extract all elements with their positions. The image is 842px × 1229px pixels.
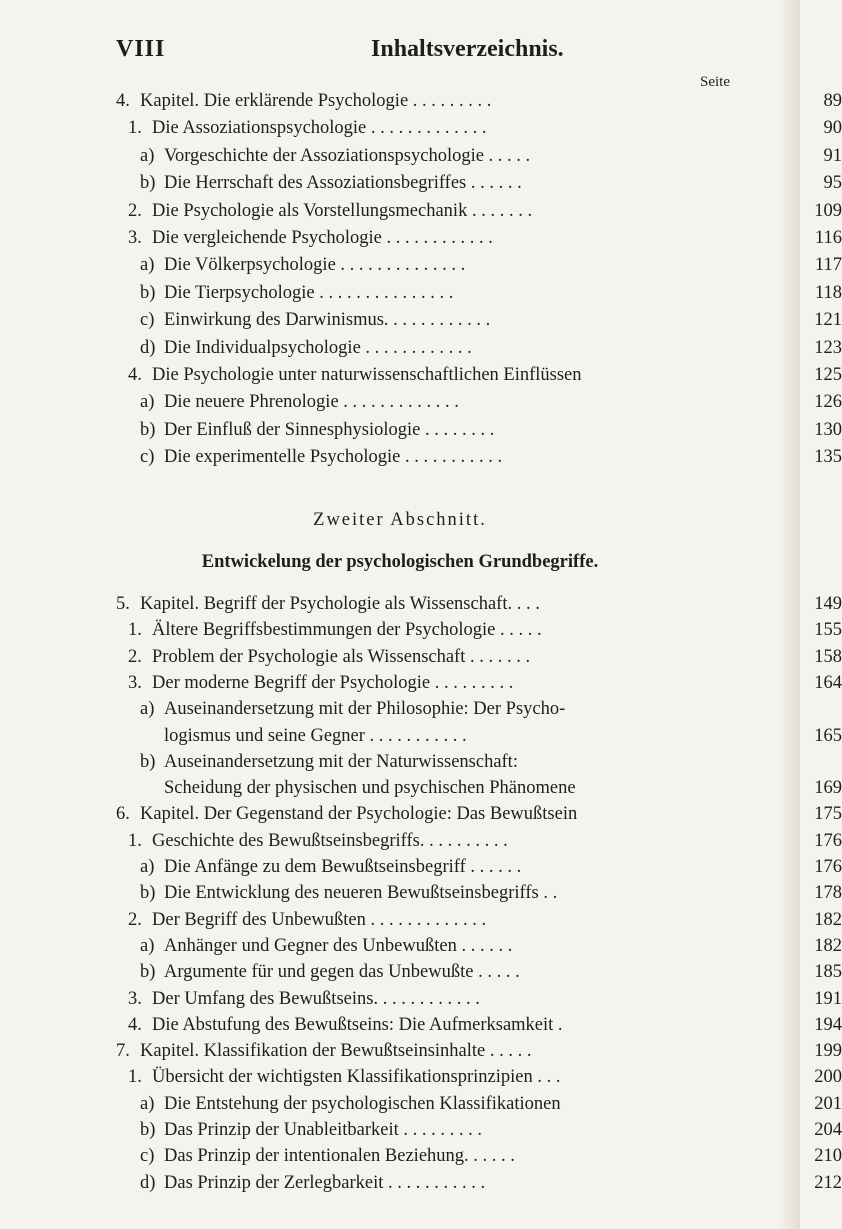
toc-entry <box>116 880 842 906</box>
entry-number: a) <box>140 857 155 877</box>
entry-page: 109 <box>814 200 842 221</box>
entry-page: 182 <box>814 935 842 956</box>
toc-entry <box>116 1038 842 1064</box>
toc-entry <box>116 1064 842 1090</box>
entry-page: 89 <box>823 91 842 111</box>
toc-entry <box>116 696 842 722</box>
entry-number: 2. <box>128 200 142 221</box>
entry-page: 164 <box>814 672 842 693</box>
toc-entry <box>116 1143 842 1169</box>
entry-text: Die Entstehung der psychologischen Klassifikationen <box>164 1093 561 1114</box>
entry-number: 1. <box>128 118 142 139</box>
entry-page: 135 <box>814 447 842 468</box>
entry-text: Die Herrschaft des Assoziationsbegriffes . . . . . . <box>164 173 522 194</box>
entry-page: 200 <box>814 1067 842 1088</box>
entry-text: Kapitel. Begriff der Psychologie als Wissenschaft. . . . <box>140 594 540 614</box>
toc-entry <box>116 389 842 415</box>
entry-text: Einwirkung des Darwinismus. . . . . . . . . . . . <box>164 310 491 331</box>
toc-entry <box>116 670 842 696</box>
page-column-label: Seite <box>700 74 730 90</box>
toc-entry <box>116 775 842 801</box>
entry-text: Die experimentelle Psychologie . . . . . . . . . . . <box>164 447 503 468</box>
entry-text: Die Entwicklung des neueren Bewußtseinsbegriffs . . <box>164 883 558 904</box>
toc-entry <box>116 417 842 443</box>
entry-text: Die Assoziationspsychologie . . . . . . . . . . . . . <box>152 118 487 139</box>
entry-number: 4. <box>128 1014 142 1035</box>
page-number: VIII <box>116 36 166 62</box>
entry-number: b) <box>140 282 156 303</box>
toc-entry <box>116 307 842 333</box>
entry-page: 90 <box>823 118 842 139</box>
entry-number: 2. <box>128 909 142 930</box>
entry-text: Vorgeschichte der Assoziationspsychologie . . . . . <box>164 145 531 166</box>
toc-entry <box>116 1012 842 1038</box>
entry-text: Ältere Begriffsbestimmungen der Psychologie . . . . . <box>152 620 542 641</box>
entry-number: 1. <box>128 830 142 851</box>
entry-page: 176 <box>814 857 842 877</box>
toc-entry <box>116 801 842 827</box>
page-header <box>116 36 676 70</box>
toc-entry <box>116 907 842 933</box>
entry-page: 201 <box>814 1093 842 1114</box>
toc-entry <box>116 143 842 169</box>
entry-page: 175 <box>814 804 842 825</box>
entry-text: Die Psychologie als Vorstellungsmechanik . . . . . . . <box>152 200 533 221</box>
entry-page: 116 <box>814 228 842 248</box>
toc-entry <box>116 88 842 114</box>
entry-number: 5. <box>116 594 130 614</box>
entry-number: a) <box>140 1093 155 1114</box>
entry-number: c) <box>140 310 155 331</box>
entry-page: 185 <box>814 962 842 983</box>
entry-number: a) <box>140 935 155 956</box>
toc-entry <box>116 828 842 854</box>
entry-number: 1. <box>128 1067 142 1088</box>
entry-text: Die Anfänge zu dem Bewußtseinsbegriff . . . . . . <box>164 857 522 877</box>
entry-text: Das Prinzip der Zerlegbarkeit . . . . . . . . . . . <box>164 1172 486 1193</box>
toc-entry <box>116 444 842 470</box>
entry-page: 117 <box>814 255 842 276</box>
entry-number: d) <box>140 337 156 358</box>
entry-page: 191 <box>814 988 842 1009</box>
toc-entry <box>116 335 842 361</box>
entry-page: 176 <box>814 830 842 851</box>
entry-page: 95 <box>823 173 842 194</box>
toc-entry <box>116 986 842 1012</box>
toc-entry <box>116 198 842 224</box>
toc-entry <box>116 170 842 196</box>
toc-entry <box>116 933 842 959</box>
toc-entry <box>116 225 842 251</box>
entry-number: c) <box>140 447 155 468</box>
toc-entry <box>116 723 842 749</box>
entry-text: Die Völkerpsychologie . . . . . . . . . . . . . . <box>164 255 466 276</box>
entry-text: Die Abstufung des Bewußtseins: Die Aufmerksamkeit . <box>152 1014 563 1035</box>
entry-page: 210 <box>814 1146 842 1167</box>
entry-text: Auseinandersetzung mit der Naturwissenschaft: <box>164 751 518 772</box>
entry-text: Der Umfang des Bewußtseins. . . . . . . . . . . . <box>152 988 480 1009</box>
entry-page: 125 <box>814 365 842 385</box>
toc-entry <box>116 644 842 670</box>
entry-number: 7. <box>116 1041 130 1062</box>
entry-number: 3. <box>128 672 142 693</box>
entry-number: 4. <box>116 91 130 111</box>
entry-number: b) <box>140 751 156 772</box>
page-edge-shadow <box>778 0 800 1229</box>
entry-page: 121 <box>814 310 842 331</box>
entry-text: Die vergleichende Psychologie . . . . . . . . . . . . <box>152 228 493 248</box>
entry-number: b) <box>140 419 156 440</box>
entry-number: 1. <box>128 620 142 641</box>
entry-page: 169 <box>814 778 842 799</box>
entry-number: a) <box>140 699 155 720</box>
entry-page: 91 <box>823 145 842 166</box>
entry-text: Scheidung der physischen und psychischen Phänomene <box>164 778 576 799</box>
toc-entry <box>116 959 842 985</box>
entry-page: 212 <box>814 1172 842 1193</box>
entry-text: Der Einfluß der Sinnesphysiologie . . . . . . . . <box>164 419 495 440</box>
entry-number: a) <box>140 145 155 166</box>
entry-text: Anhänger und Gegner des Unbewußten . . . . . . <box>164 935 513 956</box>
entry-text: Das Prinzip der intentionalen Beziehung. . . . . . <box>164 1146 515 1167</box>
entry-text: Der moderne Begriff der Psychologie . . . . . . . . . <box>152 672 514 693</box>
entry-text: Problem der Psychologie als Wissenschaft . . . . . . . <box>152 646 531 667</box>
entry-text: Das Prinzip der Unableitbarkeit . . . . . . . . . <box>164 1120 483 1140</box>
entry-number: b) <box>140 1120 156 1140</box>
entry-page: 123 <box>814 337 842 358</box>
toc-entry <box>116 1091 842 1117</box>
entry-number: 3. <box>128 988 142 1009</box>
part-title: Entwickelung der psychologischen Grundbegriffe. <box>201 552 599 572</box>
toc-entry <box>116 115 842 141</box>
toc-entry <box>116 854 842 880</box>
entry-page: 130 <box>814 419 842 440</box>
entry-page: 204 <box>814 1120 842 1140</box>
entry-number: 6. <box>116 804 130 825</box>
entry-text: Argumente für und gegen das Unbewußte . . . . . <box>164 962 520 983</box>
toc-entry <box>116 252 842 278</box>
toc-entry <box>116 591 842 617</box>
toc-entry <box>116 617 842 643</box>
entry-text: Die Individualpsychologie . . . . . . . . . . . . <box>164 337 472 358</box>
entry-text: Kapitel. Klassifikation der Bewußtseinsinhalte . . . . . <box>140 1041 532 1062</box>
entry-number: c) <box>140 1146 155 1167</box>
entry-page: 165 <box>814 725 842 746</box>
entry-text: Kapitel. Der Gegenstand der Psychologie: Das Bewußtsein <box>140 804 578 825</box>
toc-entry <box>116 749 842 775</box>
entry-page: 149 <box>814 594 842 614</box>
toc-entry <box>116 1170 842 1196</box>
entry-text: Übersicht der wichtigsten Klassifikationsprinzipien . . . <box>152 1067 561 1088</box>
entry-page: 155 <box>814 620 842 641</box>
toc-entry <box>116 280 842 306</box>
entry-number: a) <box>140 255 155 276</box>
entry-text: Auseinandersetzung mit der Philosophie: Der Psycho- <box>164 699 566 720</box>
entry-number: 3. <box>128 228 142 248</box>
entry-number: a) <box>140 392 155 413</box>
entry-page: 199 <box>814 1041 842 1062</box>
toc-entry <box>116 1117 842 1143</box>
entry-text: Geschichte des Bewußtseinsbegriffs. . . . . . . . . . <box>152 830 508 851</box>
entry-page: 194 <box>814 1014 842 1035</box>
entry-page: 126 <box>814 392 842 413</box>
entry-page: 178 <box>814 883 842 904</box>
entry-number: b) <box>140 962 156 983</box>
entry-page: 182 <box>814 909 842 930</box>
page-title: Inhaltsverzeichnis. <box>371 36 564 62</box>
entry-page: 158 <box>814 646 842 667</box>
entry-text: Die Psychologie unter naturwissenschaftlichen Einflüssen <box>152 365 582 385</box>
entry-text: Kapitel. Die erklärende Psychologie . . . . . . . . . <box>140 91 492 111</box>
entry-number: b) <box>140 173 156 194</box>
entry-number: 4. <box>128 365 142 385</box>
entry-number: 2. <box>128 646 142 667</box>
part-label: Zweiter Abschnitt. <box>313 510 487 530</box>
entry-text: logismus und seine Gegner . . . . . . . . . . . <box>164 725 467 746</box>
entry-number: b) <box>140 883 156 904</box>
entry-text: Der Begriff des Unbewußten . . . . . . . . . . . . . <box>152 909 487 930</box>
entry-number: d) <box>140 1172 156 1193</box>
toc-entry <box>116 362 842 388</box>
entry-page: 118 <box>814 282 842 303</box>
entry-text: Die neuere Phrenologie . . . . . . . . . . . . . <box>164 392 459 413</box>
entry-text: Die Tierpsychologie . . . . . . . . . . . . . . . <box>164 282 454 303</box>
